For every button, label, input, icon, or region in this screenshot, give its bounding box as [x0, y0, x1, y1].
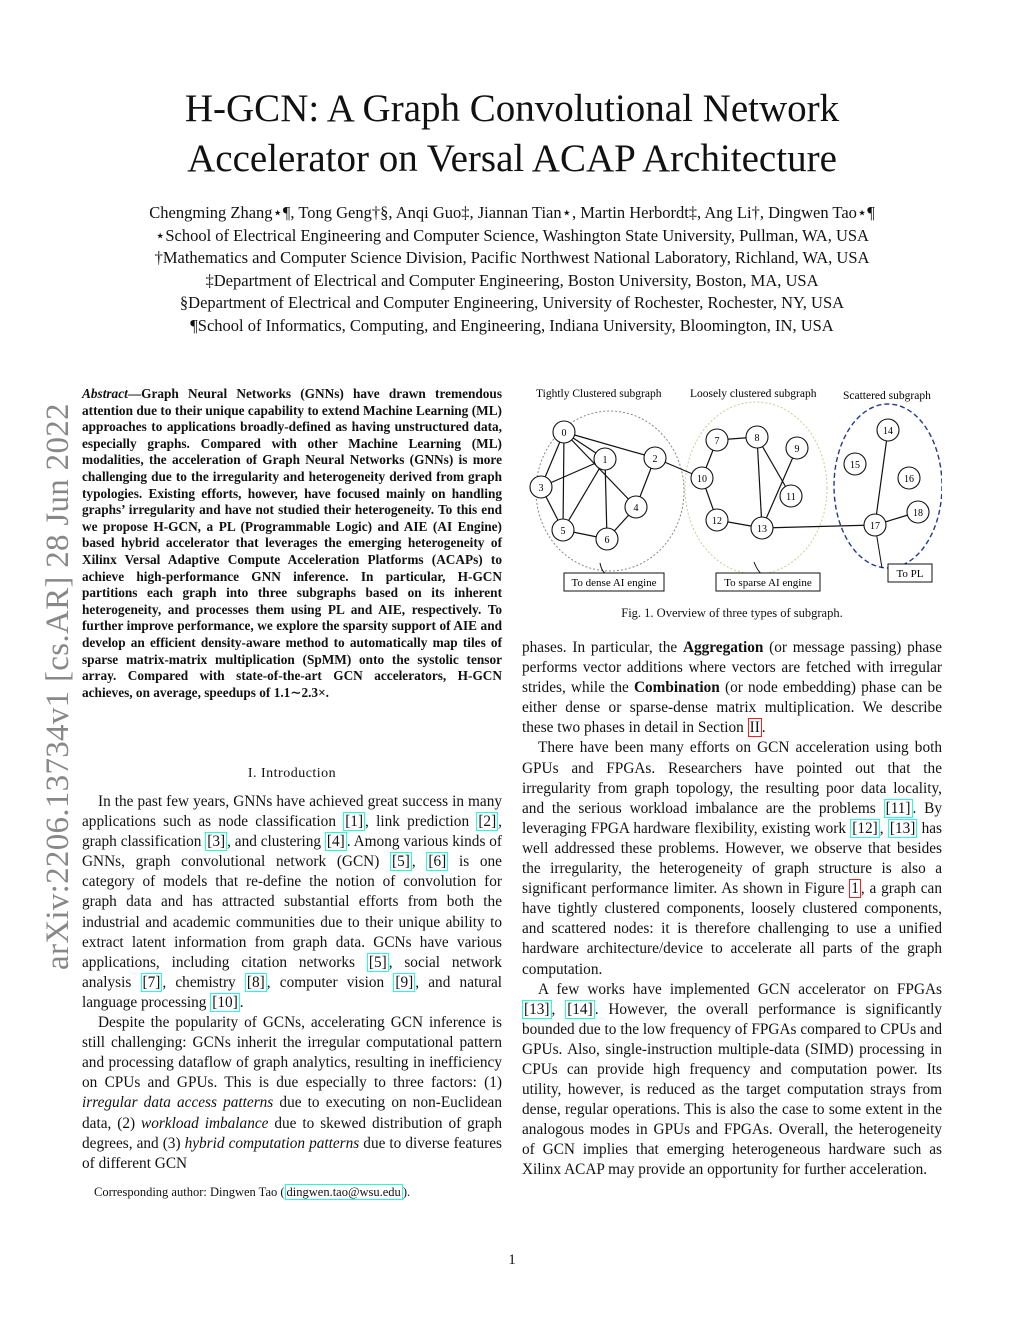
node-label: 6 [604, 535, 610, 546]
paragraph: In the past few years, GNNs have achieved great success in many applications such as node classification [1] , link prediction [2] , graph classification [3] , and clustering [4] . Among various kinds of GNNs, graph convolutional network (GCN) [5] , [6] is one category of models that re-define the notion of convolution for graph data and has attracted substantial efforts from both the industrial and academic communities due to their unique ability to extract latent information from graph data. GCNs have various applications, including citation networks [5] , social network analysis [7] , chemistry [8] , computer vision [9] , and natural language processing [10] . [82, 793, 503, 1011]
node-label: 1 [602, 455, 608, 466]
node-label: 9 [794, 444, 800, 455]
node-label: 8 [754, 433, 760, 444]
citation-link[interactable]: [7] [142, 973, 161, 991]
citation-link[interactable]: [5] [368, 953, 387, 971]
affiliation: §Department of Electrical and Computer Engineering, University of Rochester, Rochester, NY, USA [179, 293, 845, 312]
paragraph: There have been many efforts on GCN acceleration using both GPUs and FPGAs. Researchers have pointed out that the irregularity from graph topology, the resulting poor data locality, and the serious workload imbalance are the problems [11] . By leveraging FPGA hardware flexibility, existing work [12] , [13] has well addressed these problems. However, we observe that besides the irregularity, the heterogeneity of graph structure is also a significant performance limiter. As shown in Figure 1 , a graph can have tightly clustered components, loosely clustered components, and scattered nodes: it is therefore challenging to use a unified hardware architecture/device to accelerate all parts of the graph computation. [522, 739, 943, 978]
graph-edge [564, 432, 636, 507]
abstract [82, 386, 502, 701]
citation-link[interactable]: [6] [428, 853, 447, 871]
node-label: 0 [561, 428, 567, 439]
citation-link[interactable]: [9] [395, 973, 414, 991]
box-label: To dense AI engine [571, 577, 657, 589]
author-list: Chengming Zhang⋆¶, Tong Geng†§, Anqi Guo‡, Jiannan Tian⋆, Martin Herbordt‡, Ang Li†, Dingwen Tao⋆¶ [149, 203, 875, 222]
node-label: 2 [652, 454, 658, 465]
arrow-to-dense [600, 563, 607, 574]
paragraph: A few works have implemented GCN accelerator on FPGAs [13] , [14] . However, the overall performance is significantly bounded due to the low frequency of FPGAs compared to CPUs and GPUs. Also, single-instruction multiple-data (SIMD) processing in CPUs can provide high frequency and computation power. Its utility, however, is reduced as the target computation strays from dense, regular operations. This is also the case to some extent in the analogous modes in GPUs and FPGAs. Overall, the heterogeneity of GCN implies that emerging heterogeneous hardware such as Xilinx ACAP may provide an opportunity for further acceleration. [522, 980, 942, 1179]
affiliation: ⋆School of Electrical Engineering and Computer Science, Washington State University, Pullman, WA, USA [155, 225, 869, 245]
paragraph: phases. In particular, the Aggregation (or message passing) phase performs vector additions where vectors are fetched with irregular strides, while the Combination (or node embedding) phase can be either dense or sparse-dense matrix multiplication. We describe these two phases in detail in Section II . [522, 639, 942, 737]
graph-edge [757, 437, 762, 528]
citation-link[interactable]: [14] [567, 1000, 593, 1018]
citation-link[interactable]: [12] [852, 819, 878, 837]
section-heading: I. Introduction [247, 766, 337, 781]
figure-caption: Fig. 1. Overview of three types of subgraph. [621, 606, 843, 620]
abstract-label: Abstract [82, 386, 128, 401]
node-label: 12 [712, 516, 722, 527]
citation-link[interactable]: [4] [326, 833, 345, 851]
graph-edge [875, 430, 888, 525]
affiliation: †Mathematics and Computer Science Division, Pacific Northwest National Laboratory, Richland, WA, USA [154, 248, 870, 267]
figure-subgraphs [522, 380, 942, 600]
citation-link[interactable]: [2] [478, 813, 497, 831]
section-link[interactable]: II [749, 719, 760, 737]
node-label: 15 [850, 460, 860, 471]
cluster-label-loose: Loosely clustered subgraph [690, 388, 817, 400]
citation-link[interactable]: [1] [345, 813, 364, 831]
intro-text [82, 792, 502, 1174]
citation-link[interactable]: [13] [889, 819, 916, 837]
node-label: 11 [786, 492, 796, 503]
arrow-to-sparse [754, 562, 762, 574]
box-label: To PL [896, 568, 924, 580]
arxiv-identifier: arXiv:2206.13734v1 [cs.AR] 28 Jun 2022 [40, 403, 76, 970]
citation-link[interactable]: [5] [392, 853, 410, 871]
right-column-text [522, 638, 942, 1181]
graph-edge [563, 432, 564, 530]
page-number: 1 [508, 1252, 516, 1268]
email-link[interactable]: dingwen.tao@wsu.edu [286, 1185, 401, 1199]
graph-edge [762, 525, 875, 528]
author-block [0, 202, 1024, 337]
paragraph: Despite the popularity of GCNs, accelerating GCN inference is still challenging: GCNs inherit the irregular computational pattern and processing dataflow of graph analytics, resulting in inefficiency on CPUs and GPUs. This is due especially to three factors: (1) irregular data access patterns due to executing on non-Euclidean data, (2) workload imbalance due to skewed distribution of graph degrees, and (3) hybrid computation patterns due to diverse features of different GCN [82, 1014, 502, 1172]
node-label: 17 [870, 521, 880, 532]
graph-edge [563, 459, 605, 530]
citation-link[interactable]: [8] [246, 973, 265, 991]
cluster-label-tight: Tightly Clustered subgraph [536, 388, 662, 400]
affiliation: ‡Department of Electrical and Computer Engineering, Boston University, Boston, MA, USA [205, 270, 819, 290]
box-label: To sparse AI engine [724, 577, 812, 589]
node-label: 7 [714, 436, 720, 447]
paper-title [0, 84, 1024, 184]
citation-link[interactable]: [11] [885, 799, 911, 817]
abstract-text: —Graph Neural Networks (GNNs) have drawn tremendous attention due to their unique capability to extend Machine Learning (ML) approaches to applications broadly-defined as having unstructured data, especially graphs. Compared with other Machine Learning (ML) modalities, the acceleration of Graph Neural Networks (GNNs) is more challenging due to the irregularity and heterogeneity derived from graph typologies. Existing efforts, however, have focused mainly on handling graphs’ irregularity and have not studied their heterogeneity. To this end we propose H-GCN, a PL (Programmable Logic) and AIE (AI Engine) based hybrid accelerator that leverages the emerging heterogeneity of Xilinx Versal Adaptive Compute Acceleration Platforms (ACAPs) to achieve high-performance GNN inference. In particular, H-GCN partitions each graph into three subgraphs based on its inherent heterogeneity, and processes them using PL and AIE, respectively. To further improve performance, we explore the sparsity support of AIE and develop an efficient density-aware method to automatically map tiles of sparse matrix-matrix multiplication (SpMM) onto the systolic tensor array. Compared with state-of-the-art GCN accelerators, H-GCN achieves, on average, speedups of 1.1∼2.3×. [82, 386, 502, 700]
node-label: 16 [904, 474, 914, 485]
cluster-label-scattered: Scattered subgraph [843, 390, 931, 402]
node-label: 5 [560, 526, 566, 537]
footnote: Corresponding author: Dingwen Tao ( dingwen.tao@wsu.edu ). [94, 1185, 411, 1199]
node-label: 3 [538, 483, 544, 494]
graph-edges [538, 430, 918, 539]
citation-link[interactable]: [10] [212, 993, 238, 1011]
graph-edge [605, 459, 607, 539]
title-line-2: Accelerator on Versal ACAP Architecture [187, 137, 837, 180]
title-line-1: H-GCN: A Graph Convolutional Network [184, 87, 840, 130]
node-label: 13 [757, 524, 767, 535]
citation-link[interactable]: [13] [524, 1000, 550, 1018]
citation-link[interactable]: [3] [207, 833, 226, 851]
node-label: 10 [697, 474, 707, 485]
node-label: 14 [883, 426, 893, 437]
affiliation: ¶School of Informatics, Computing, and Engineering, Indiana University, Bloomington, IN, USA [190, 315, 834, 335]
node-label: 18 [913, 508, 923, 519]
figure-link[interactable]: 1 [851, 880, 859, 898]
node-label: 4 [633, 503, 639, 514]
